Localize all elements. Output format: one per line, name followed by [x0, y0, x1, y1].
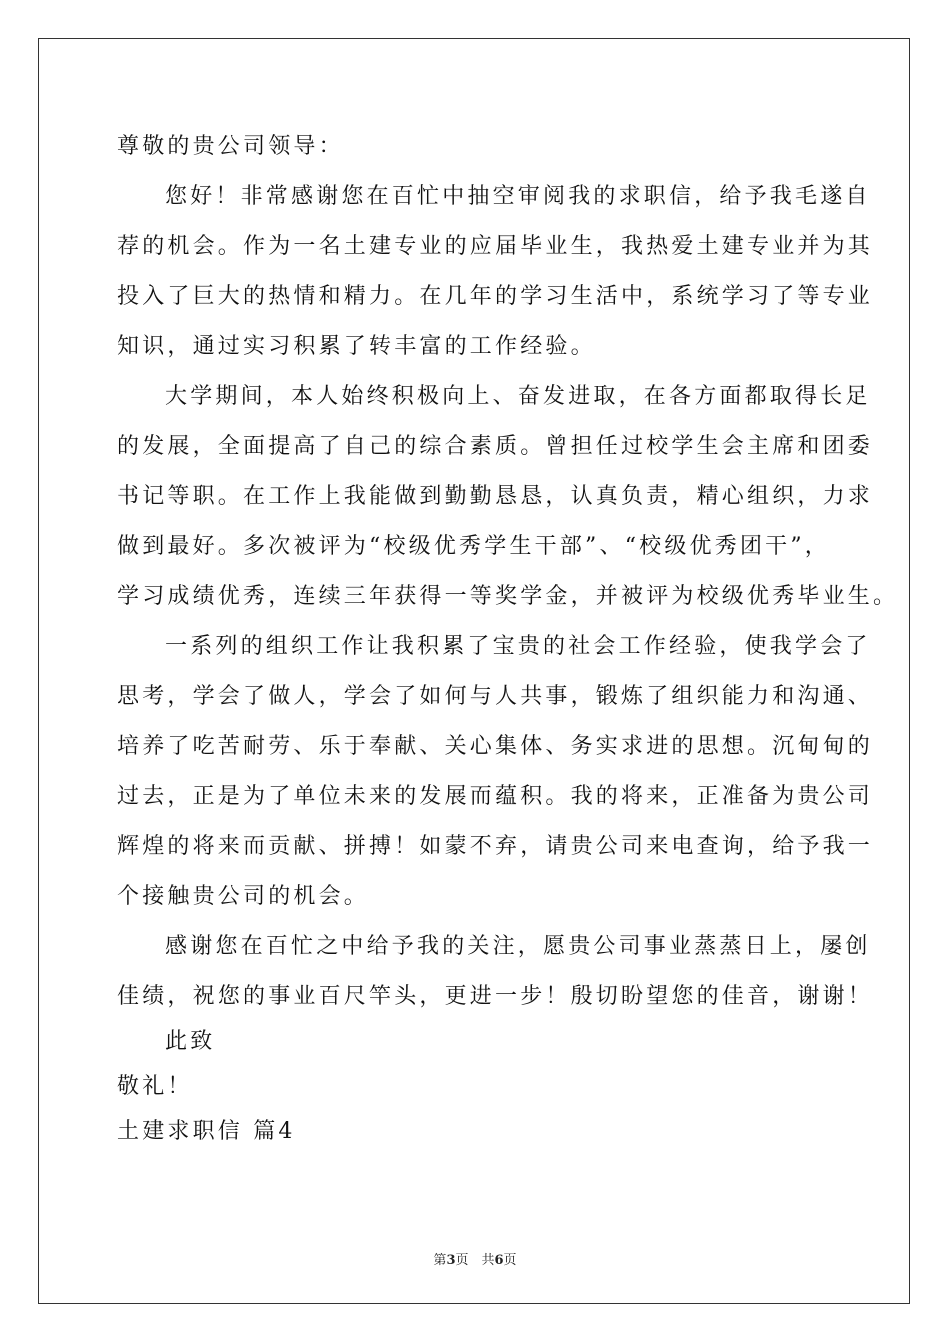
paragraph-3-line-1: 一系列的组织工作让我积累了宝贵的社会工作经验，使我学会了 [165, 634, 871, 659]
paragraph-3-line-5: 辉煌的将来而贡献、拼搏！如蒙不弃，请贵公司来电查询，给予我一 [117, 834, 874, 859]
paragraph-2-line-4: 做到最好。多次被评为“校级优秀学生干部”、“校级优秀团干”， [117, 534, 830, 559]
paragraph-4-line-1: 感谢您在百忙之中给予我的关注，愿贵公司事业蒸蒸日上，屡创 [165, 934, 871, 959]
letter-body [117, 128, 899, 1158]
paragraph-4-line-2: 佳绩，祝您的事业百尺竿头，更进一步！殷切盼望您的佳音，谢谢！ [117, 984, 874, 1009]
paragraph-3-line-4: 过去，正是为了单位未来的发展而蕴积。我的将来，正准备为贵公司 [117, 784, 874, 809]
footer-total-pages: 6 [494, 1253, 504, 1268]
salutation: 尊敬的贵公司领导： [117, 134, 344, 159]
paragraph-3-line-2: 思考，学会了做人，学会了如何与人共事，锻炼了组织能力和沟通、 [117, 684, 874, 709]
paragraph-1-line-1: 您好！非常感谢您在百忙中抽空审阅我的求职信，给予我毛遂自 [165, 184, 871, 209]
page-number-footer [0, 1249, 950, 1268]
footer-suffix: 页 [503, 1253, 517, 1268]
paragraph-3-line-6: 个接触贵公司的机会。 [117, 884, 370, 909]
paragraph-1-line-2: 荐的机会。作为一名土建专业的应届毕业生，我热爱土建专业并为其 [117, 234, 874, 259]
footer-prefix: 第 [433, 1253, 447, 1268]
closing-line-1: 此致 [165, 1029, 216, 1054]
paragraph-2-line-2: 的发展，全面提高了自己的综合素质。曾担任过校学生会主席和团委 [117, 434, 874, 459]
footer-current-page: 3 [446, 1253, 456, 1268]
paragraph-3-line-3: 培养了吃苦耐劳、乐于奉献、关心集体、务实求进的思想。沉甸甸的 [117, 734, 874, 759]
paragraph-2-line-3: 书记等职。在工作上我能做到勤勤恳恳，认真负责，精心组织，力求 [117, 484, 874, 509]
paragraph-2-line-5: 学习成绩优秀，连续三年获得一等奖学金，并被评为校级优秀毕业生。 [117, 584, 899, 609]
section-heading: 土建求职信 篇4 [117, 1119, 296, 1144]
paragraph-1-line-4: 知识，通过实习积累了转丰富的工作经验。 [117, 334, 596, 359]
closing-line-2: 敬礼！ [117, 1074, 193, 1099]
paragraph-1-line-3: 投入了巨大的热情和精力。在几年的学习生活中，系统学习了等专业 [117, 284, 874, 309]
footer-mid: 页 共 [455, 1253, 495, 1268]
paragraph-2-line-1: 大学期间，本人始终积极向上、奋发进取，在各方面都取得长足 [165, 384, 871, 409]
